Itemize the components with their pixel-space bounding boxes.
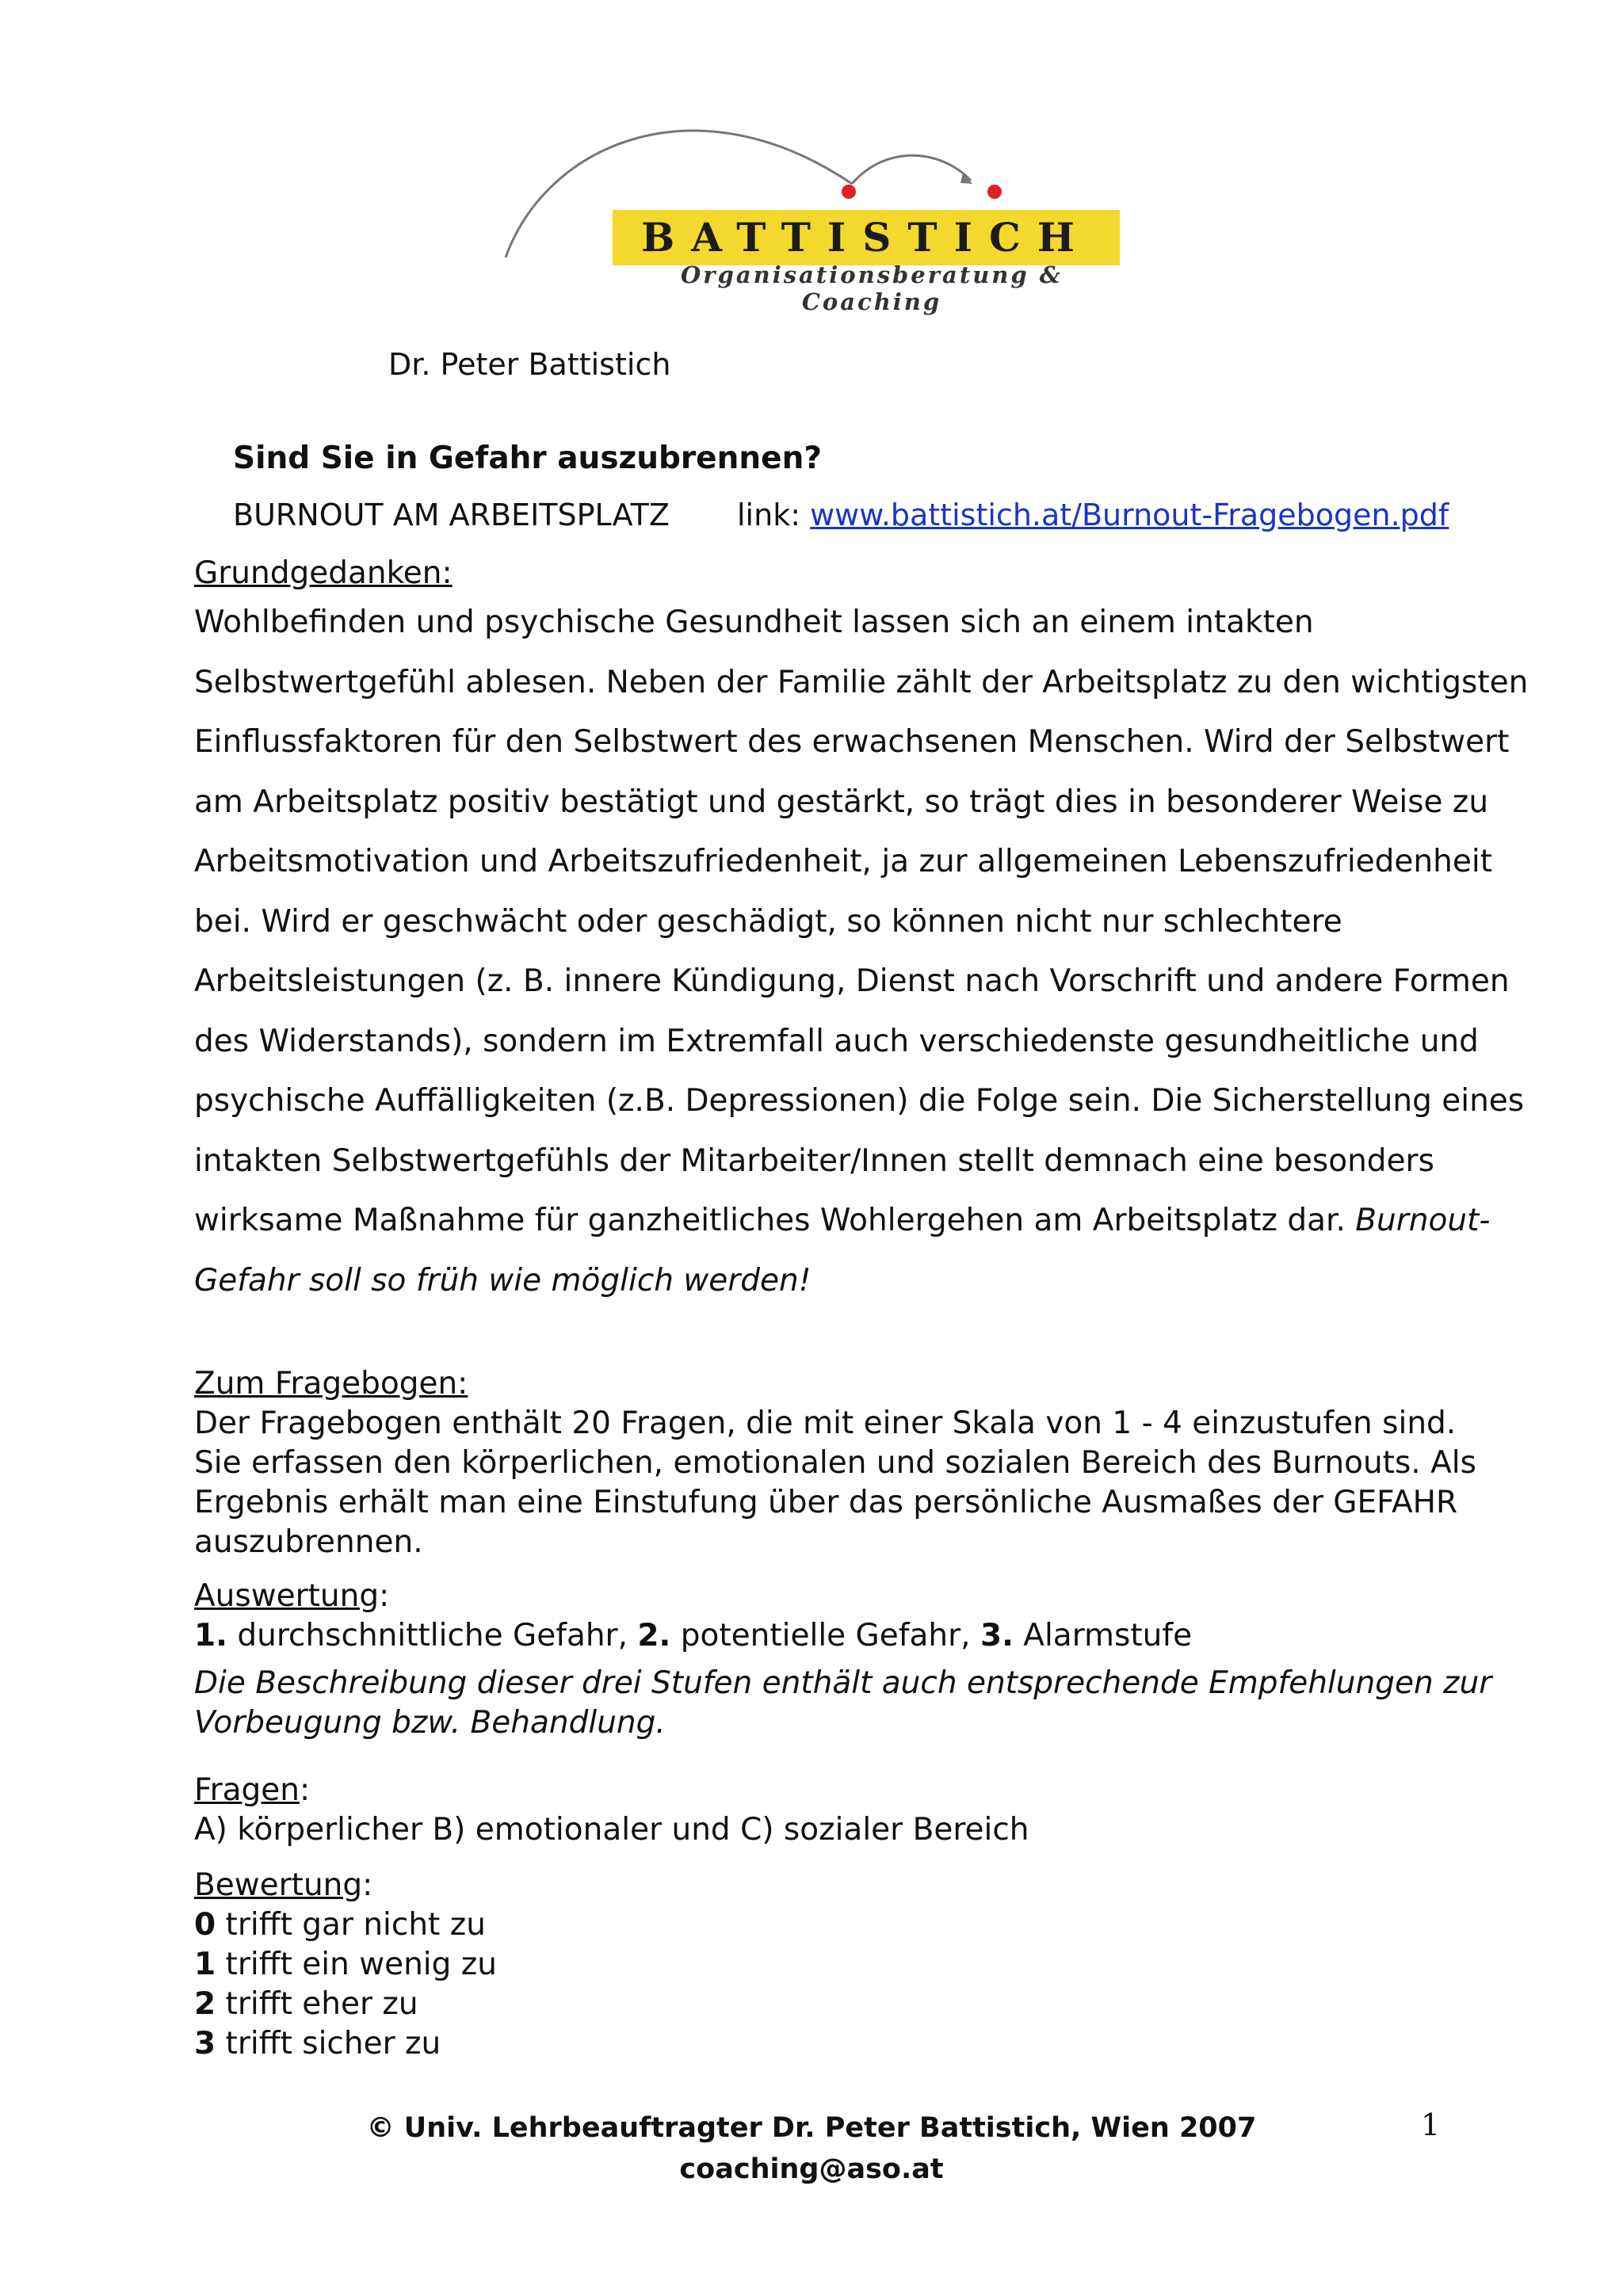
- subtitle-row: [233, 496, 1449, 534]
- level-text: Alarmstufe: [1013, 1618, 1193, 1653]
- company-logo: [499, 95, 1133, 315]
- page-footer: [0, 2107, 1623, 2190]
- paragraph-line: Ergebnis erhält man eine Einstufung über das persönliche Ausmaßes der GEFAHR: [194, 1485, 1458, 1520]
- heading-colon: :: [362, 1867, 373, 1903]
- paragraph-line: am Arbeitsplatz positiv bestätigt und gestärkt, so trägt dies in besonderer Weise zu: [194, 784, 1489, 820]
- section-heading-bewertung: [194, 1866, 497, 1905]
- rating-item: [194, 2024, 497, 2064]
- document-link[interactable]: www.battistich.at/Burnout-Fragebogen.pdf: [810, 498, 1449, 532]
- rating-text: trifft ein wenig zu: [216, 1947, 497, 1982]
- fragen-section: [194, 1771, 1029, 1850]
- paragraph-line: Der Fragebogen enthält 20 Fragen, die mit einer Skala von 1 - 4 einzustufen sind.: [194, 1405, 1457, 1441]
- paragraph-line: [194, 1191, 1491, 1251]
- section-heading-fragen: [194, 1771, 1029, 1810]
- heading-text: Bewertung: [194, 1867, 363, 1903]
- section-heading-auswertung: [194, 1577, 1491, 1616]
- rating-text: trifft gar nicht zu: [216, 1907, 486, 1943]
- level-number: 2.: [637, 1618, 671, 1653]
- paragraph-line: intakten Selbstwertgefühls der Mitarbeiter/Innen stellt demnach eine besonders: [194, 1142, 1434, 1179]
- footer-copyright: © Univ. Lehrbeauftragter Dr. Peter Battistich, Wien 2007: [366, 2112, 1257, 2144]
- level-text: durchschnittliche Gefahr,: [227, 1618, 638, 1653]
- rating-text: trifft sicher zu: [216, 2026, 441, 2061]
- paragraph-line: auszubrennen.: [194, 1524, 423, 1560]
- paragraph-line: Arbeitsmotivation und Arbeitszufriedenheit, ja zur allgemeinen Lebenszufriedenheit: [194, 844, 1492, 879]
- level-text: potentielle Gefahr,: [670, 1618, 980, 1653]
- auswertung-section: [194, 1577, 1491, 1743]
- paragraph-line: psychische Auffälligkeiten (z.B. Depressionen) die Folge sein. Die Sicherstellung eines: [194, 1083, 1525, 1119]
- heading-text: Auswertung: [194, 1578, 380, 1614]
- section-heading-grundgedanken: Grundgedanken:: [194, 555, 453, 591]
- level-number: 3.: [980, 1618, 1014, 1653]
- footer-email: coaching@aso.at: [679, 2153, 944, 2185]
- grundgedanken-section: [194, 555, 1529, 1310]
- paragraph-emphasis-line: Gefahr soll so früh wie möglich werden!: [194, 1262, 812, 1299]
- fragen-text: A) körperlicher B) emotionaler und C) sozialer Bereich: [194, 1812, 1029, 1848]
- logo-dot-1: [842, 185, 856, 199]
- paragraph-line: Einflussfaktoren für den Selbstwert des erwachsenen Menschen. Wird der Selbstwert: [194, 724, 1510, 760]
- heading-text: Fragen: [194, 1772, 300, 1808]
- logo-dot-2: [987, 185, 1002, 199]
- paragraph-line: Selbstwertgefühl ablesen. Neben der Familie zählt der Arbeitsplatz zu den wichtigsten: [194, 664, 1529, 700]
- paragraph-line: Sie erfassen den körperlichen, emotionalen und sozialen Bereich des Burnouts. Als: [194, 1445, 1476, 1481]
- auswertung-note-line: Die Beschreibung dieser drei Stufen enthält auch entsprechende Empfehlungen zur: [194, 1665, 1492, 1701]
- page-number: 1: [1421, 2107, 1441, 2142]
- auswertung-levels: [194, 1616, 1491, 1656]
- page-title: Sind Sie in Gefahr auszubrennen?: [233, 441, 822, 476]
- link-row: [737, 496, 1449, 534]
- subtitle-text: BURNOUT AM ARBEITSPLATZ: [233, 498, 670, 532]
- rating-item: [194, 1905, 497, 1945]
- fragebogen-section: [194, 1364, 1476, 1562]
- heading-colon: :: [379, 1578, 390, 1614]
- heading-colon: :: [300, 1772, 311, 1808]
- paragraph-emphasis: Burnout-: [1355, 1203, 1491, 1238]
- rating-text: trifft eher zu: [216, 1986, 418, 2022]
- author-name: Dr. Peter Battistich: [388, 347, 671, 382]
- paragraph-line: Arbeitsleistungen (z. B. innere Kündigung, Dienst nach Vorschrift und andere Formen: [194, 963, 1510, 999]
- paragraph-line: Wohlbefinden und psychische Gesundheit lassen sich an einem intakten: [194, 605, 1314, 640]
- rating-number: 0: [194, 1907, 216, 1943]
- paragraph-text: wirksame Maßnahme für ganzheitliches Wohlergehen am Arbeitsplatz dar.: [194, 1203, 1356, 1238]
- level-number: 1.: [194, 1618, 227, 1653]
- rating-number: 3: [194, 2026, 216, 2061]
- rating-item: [194, 1985, 497, 2024]
- rating-number: 2: [194, 1986, 216, 2022]
- paragraph-line: bei. Wird er geschwächt oder geschädigt, so können nicht nur schlechtere: [194, 903, 1342, 940]
- logo-brand-name: BATTISTICH: [640, 214, 1092, 261]
- auswertung-note-line: Vorbeugung bzw. Behandlung.: [194, 1705, 666, 1741]
- bewertung-section: [194, 1866, 497, 2064]
- section-heading-fragebogen: Zum Fragebogen:: [194, 1366, 468, 1402]
- paragraph-line: des Widerstands), sondern im Extremfall auch verschiedenste gesundheitliche und: [194, 1023, 1479, 1059]
- rating-item: [194, 1945, 497, 1985]
- link-label: link:: [737, 498, 811, 532]
- rating-number: 1: [194, 1947, 216, 1982]
- logo-tagline: Organisationsberatung & Coaching: [681, 261, 1063, 315]
